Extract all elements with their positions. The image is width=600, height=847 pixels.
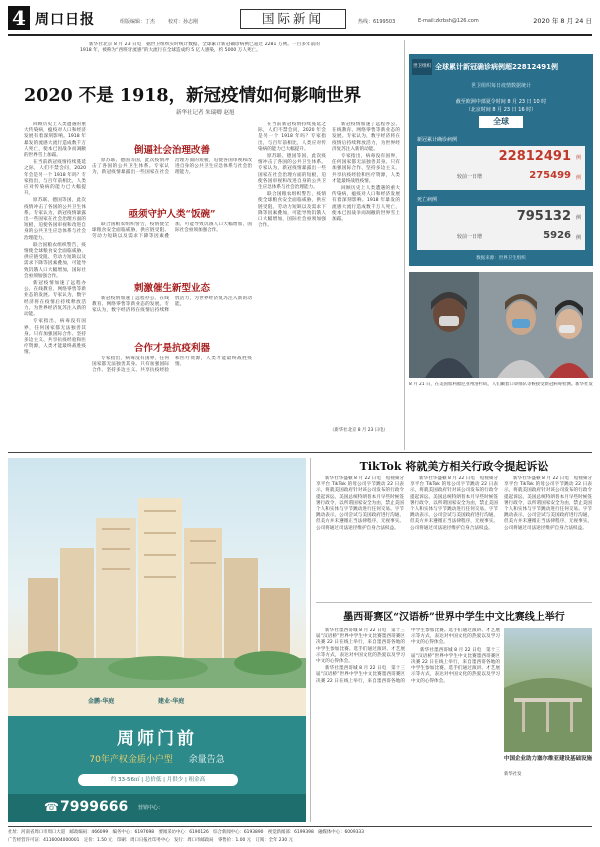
deaths-value: 795132	[516, 209, 571, 224]
section-heading-new-business: 刺激催生新型业态	[133, 283, 210, 294]
paper-name: 周口日报	[35, 12, 95, 28]
deaths-new-unit: 例	[575, 235, 581, 241]
confirmed-new-unit: 例	[575, 175, 581, 181]
deaths-label: 死亡病例	[417, 197, 438, 203]
mexico-title: 墨西哥赛区“汉语桥”世界中学生中文比赛线上举行	[343, 612, 565, 623]
section-text-governance: 原苏联、德国等国，此次疫情冲击了各国的公共卫生体系。专家认为，新冠疫情暴露出一些国家在社会治理方面的短板，迫使各国审视和改进自身的公共卫生应急体系与社会治理能力。	[92, 158, 252, 176]
ad-buildings-illustration	[8, 458, 306, 688]
lower-divider	[310, 458, 311, 822]
email: E-mail:zkrbsh@126.com	[418, 18, 479, 24]
footer-line-1: 社址：河南省周口市周口大道 邮政编码：466099 编务中心：6197698 要闻采访中心：6190126 综合新闻中心：6193890 视觉新闻部：6199398 融媒体中心：6009333	[8, 830, 365, 835]
ad-phone: 7999666	[60, 799, 129, 815]
confirmed-label: 新冠累计确诊病例	[417, 137, 458, 143]
confirmed-new-label: 较前一日增	[457, 174, 483, 180]
article-divider	[316, 602, 592, 603]
news-photo	[409, 272, 593, 378]
ad-area: 约 33-56㎡	[110, 777, 140, 783]
stats-scope: 截至欧洲中部夏令时间 8 月 23 日 10 时	[455, 99, 547, 105]
ad-subline-2: 余量告急	[188, 755, 225, 765]
deaths-unit: 例	[575, 215, 581, 221]
footer-line-2: 广告经营许可证：4116004000001 定价：1.50 元 印刷：周口日报社印务中心 发行：周口市邮政局 零售价：1.00 元 订阅：全年 230 元	[8, 838, 293, 843]
bridge-photo-illustration	[504, 628, 592, 752]
stats-title: 全球累计新冠确诊病例超22812491例	[435, 63, 558, 71]
confirmed-new-value: 275499	[529, 170, 571, 181]
section-text-new-business: 新冠疫情加速了远程办公、在线教育、网络零售等新业态的发展。专家认为，数字经济将在疫情后持续释放活力，为世界经济复苏注入新的动能。	[92, 296, 252, 314]
covid-stats-panel	[409, 54, 593, 266]
stats-region: 全球	[479, 116, 523, 128]
confirmed-card	[417, 146, 585, 190]
infrastructure-photo-title: 中国企业助力塞尔维亚建设基础设施	[504, 756, 593, 762]
phone-icon: ☎	[44, 800, 59, 814]
column-divider	[404, 40, 405, 450]
article-title: 2020 不是 1918，新冠疫情如何影响世界	[24, 86, 362, 106]
section-divider	[8, 452, 592, 453]
mexico-body: 新华社墨西哥城 8 月 22 日电 第十三届“汉语桥”世界中学生中文比赛墨西哥赛区决赛 22 日在线上举行，来自墨西哥各地的中学生参加比赛。选手们通过演讲、才艺展示等方式，表达对中国文化的热爱以及学习中文的心得体会。 新华社墨西哥城 8 月 22 日电 第十三届“汉语桥”世界中学生中文比赛墨西哥赛区决赛 22 日在线上举行，来自墨西哥各地的中学生参加比赛。选手们通过演讲、才艺展示等方式，表达对中国文化的热爱以及学习中文的心得体会。 新华社墨西哥城 8 月 22 日电 第十三届“汉语桥”世界中学生中文比赛墨西哥赛区决赛 22 日在线上举行，来自墨西哥各地的中学生参加比赛。选手们通过演讲、才艺展示等方式，表达对中国文化的热爱以及学习中文的心得体会。	[316, 628, 500, 684]
article-lead-column: 回顾历史上人类遭遇的重大传染病，瘟疫对人口和经济发展有着深刻影响。1918 年暴发的流感大流行造成数千万人死亡，使本已因战争而凋敝的世界雪上加霜。 在当前新冠疫情持续蔓延之际，人们不禁会问，2020 年会是另一个 1918 年吗？专家指出，与百年前相比，人类应对传染病的能力已大幅提升。 原苏联、德国等国，此次疫情冲击了各国的公共卫生体系。专家认为，新冠疫情暴露出一些国家在社会治理方面的短板，迫使各国审视和改进自身的公共卫生应急体系与社会治理能力。 联合国粮农组织警告，疫情使全球粮食安全面临威胁，供应链受阻、劳动力短缺以及需求下降等因素叠加，可能导致饥饿人口大幅增加，国际社会亟须加强合作。 新冠疫情加速了远程办公、在线教育、网络零售等新业态的发展。专家认为，数字经济将在疫情后持续释放活力，为世界经济复苏注入新的动能。 专家指出，病毒没有国界，任何国家都无法独善其身。只有加强国际合作、坚持多边主义、共享抗疫经验和医疗资源，人类才能最终战胜疫情。	[24, 122, 86, 356]
hotline: 热线：6199503	[358, 19, 396, 25]
stats-source: 数据来源：世界卫生组织	[476, 256, 526, 261]
article-byline: 新华社记者 朱瑞卿 赵旭	[176, 110, 235, 116]
stats-scope-beijing: （北京时间 8 月 23 日 16 时）	[465, 107, 537, 113]
ad-slogan: 周师门前	[117, 729, 197, 749]
infrastructure-photo-caption: 新华社发	[504, 772, 522, 777]
ad-phone-label: 营销中心：	[138, 805, 164, 811]
ad-offer-bar: 约 33-56㎡ | 总价低 | 月供少 | 租金高	[78, 774, 238, 786]
brand-logo-2: 建业·华庭	[158, 698, 185, 705]
ad-offer-2: 月供少	[166, 777, 184, 783]
real-estate-ad	[8, 458, 306, 822]
editor-credit: 组版编辑：丁杰	[120, 19, 156, 25]
page-number: 4	[8, 6, 30, 30]
issue-date: 2020 年 8 月 24 日	[533, 17, 592, 25]
deaths-new-label: 较前一日增	[457, 234, 483, 240]
ad-offer-1: 总价低	[144, 777, 162, 783]
confirmed-unit: 例	[575, 155, 581, 161]
deaths-card	[417, 206, 585, 250]
stats-tag: 世卫组织	[412, 59, 432, 75]
intro-text: 新华社北京 8 月 23 日电 据世卫组织实时统计数据，全球累计新冠确诊病例已超过 2281 万例。一百多年前的 1918 年，被称为“西班牙流感”的大流行在全球造成约 5 亿人感染，约 5000 万人死亡。	[80, 42, 320, 54]
confirmed-value: 22812491	[498, 149, 571, 164]
photo-people-masks	[409, 272, 593, 378]
article-ending: （新华社北京 8 月 23 日电）	[330, 428, 388, 433]
header-rule	[8, 34, 592, 36]
tiktok-body: 新华社华盛顿 8 月 22 日电 短视频分享平台 TikTok 的母公司字节跳动 22 日表示，将就美国政府针对该公司发布的行政令提起诉讼。美国总统特朗普本月早些时候签署行政令，以所谓国家安全为由，禁止美国个人和实体与字节跳动进行任何交易。字节跳动表示，公司尝试与美国政府进行沟通，但美方并未遵循正当法律程序，无视事实。公司将通过司法途径维护自身合法权益。 新华社华盛顿 8 月 22 日电 短视频分享平台 TikTok 的母公司字节跳动 22 日表示，将就美国政府针对该公司发布的行政令提起诉讼。美国总统特朗普本月早些时候签署行政令，以所谓国家安全为由，禁止美国个人和实体与字节跳动进行任何交易。字节跳动表示，公司尝试与美国政府进行沟通，但美方并未遵循正当法律程序，无视事实。公司将通过司法途径维护自身合法权益。 新华社华盛顿 8 月 22 日电 短视频分享平台 TikTok 的母公司字节跳动 22 日表示，将就美国政府针对该公司发布的行政令提起诉讼。美国总统特朗普本月早些时候签署行政令，以所谓国家安全为由，禁止美国个人和实体与字节跳动进行任何交易。字节跳动表示，公司尝试与美国政府进行沟通，但美方并未遵循正当法律程序，无视事实。公司将通过司法途径维护自身合法权益。	[316, 476, 592, 531]
ad-phone-row	[8, 794, 306, 822]
proofreader-credit: 校对：孙志刚	[168, 19, 199, 25]
brand-logo-1: 金鹏·华庭	[88, 698, 115, 705]
section-title: 国际新闻	[240, 9, 346, 29]
deaths-new-value: 5926	[543, 230, 571, 241]
tiktok-title: TikTok 将就美方相关行政令提起诉讼	[359, 460, 549, 473]
stats-subtitle: 世卫组织每日疫情数据统计	[470, 83, 531, 89]
footer-rule	[8, 826, 592, 827]
section-heading-food: 亟须守护人类“饭碗”	[128, 209, 216, 220]
photo-caption: 8 月 21 日，在美国加利福尼亚州洛杉矶，人们戴着口罩排队等候接受新冠病毒检测。新华社发	[409, 382, 593, 387]
section-heading-governance: 倒逼社会治理改善	[133, 145, 210, 156]
infrastructure-photo	[504, 628, 592, 752]
section-text-cooperation: 专家指出，病毒没有国界，任何国家都无法独善其身。只有加强国际合作、坚持多边主义、共享抗疫经验和医疗资源，人类才能最终战胜疫情。	[92, 356, 252, 374]
masthead	[8, 6, 592, 32]
article-right-column: 在当前新冠疫情持续蔓延之际，人们不禁会问，2020 年会是另一个 1918 年吗？专家指出，与百年前相比，人类应对传染病的能力已大幅提升。 原苏联、德国等国，此次疫情冲击了各国的公共卫生体系。专家认为，新冠疫情暴露出一些国家在社会治理方面的短板，迫使各国审视和改进自身的公共卫生应急体系与社会治理能力。 联合国粮农组织警告，疫情使全球粮食安全面临威胁，供应链受阻、劳动力短缺以及需求下降等因素叠加，可能导致饥饿人口大幅增加，国际社会亟须加强合作。 新冠疫情加速了远程办公、在线教育、网络零售等新业态的发展。专家认为，数字经济将在疫情后持续释放活力，为世界经济复苏注入新的动能。 专家指出，病毒没有国界，任何国家都无法独善其身。只有加强国际合作、坚持多边主义、共享抗疫经验和医疗资源，人类才能最终战胜疫情。 回顾历史上人类遭遇的重大传染病，瘟疫对人口和经济发展有着深刻影响。1918 年暴发的流感大流行造成数千万人死亡，使本已因战争而凋敝的世界雪上加霜。	[258, 122, 400, 229]
section-text-food: 联合国粮农组织警告，疫情使全球粮食安全面临威胁，供应链受阻、劳动力短缺以及需求下降等因素叠加，可能导致饥饿人口大幅增加，国际社会亟须加强合作。	[92, 222, 252, 240]
ad-subline-text: 70年产权金质小户型	[89, 755, 173, 765]
ad-logo-row	[8, 688, 306, 716]
ad-subline	[8, 752, 306, 765]
ad-offer-3: 租金高	[188, 777, 206, 783]
section-heading-cooperation: 合作才是抗疫利器	[133, 343, 210, 354]
